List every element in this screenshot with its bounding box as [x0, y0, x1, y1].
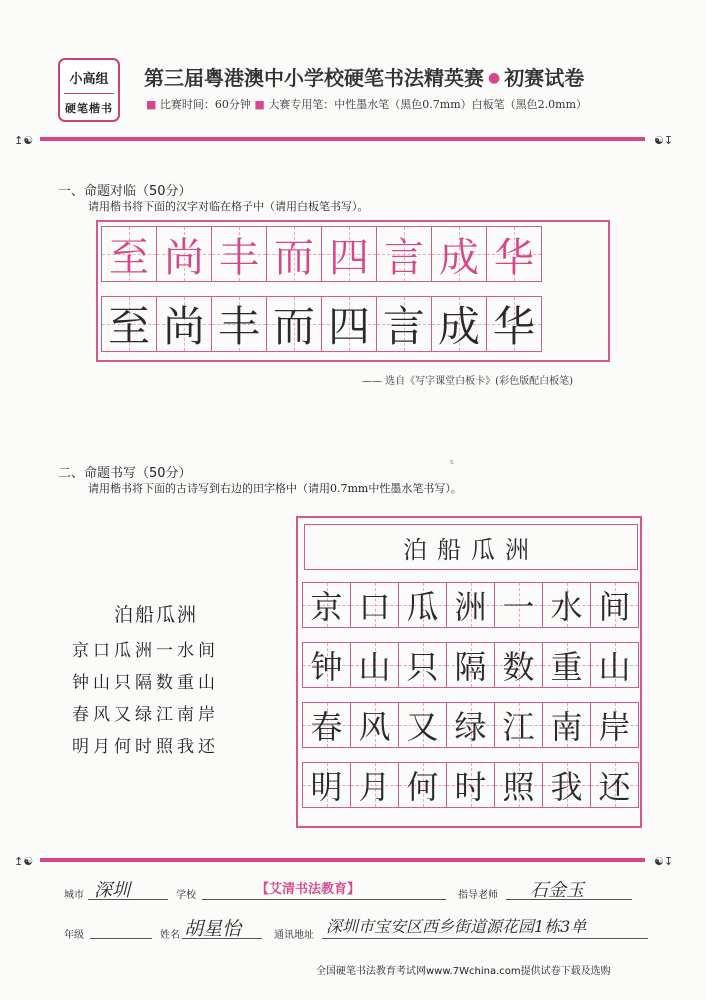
page-mark: s: [450, 458, 454, 466]
footer-note: 全国硬笔书法教育考试网www.7Wchina.com提供试卷下载及选购: [316, 966, 611, 977]
writing-cell[interactable]: [486, 296, 542, 352]
model-char-cell: [486, 226, 542, 282]
model-char-cell: [321, 226, 377, 282]
model-char: 至: [109, 234, 149, 281]
written-char: 瓜: [406, 588, 439, 626]
written-char: 绿: [454, 708, 487, 746]
writing-cell[interactable]: [350, 762, 399, 808]
written-char: 春: [310, 708, 343, 746]
name-label: 姓名: [160, 930, 180, 941]
model-char: 而: [274, 234, 314, 281]
written-char: 丰: [217, 302, 260, 351]
writing-cell[interactable]: [350, 642, 399, 688]
writing-cell[interactable]: [302, 702, 351, 748]
writing-cell[interactable]: [350, 582, 399, 628]
written-char: 成: [437, 302, 480, 351]
school-field[interactable]: 【艾清书法教育】: [256, 882, 361, 897]
writing-cell[interactable]: [211, 296, 267, 352]
model-char: 言: [384, 234, 424, 281]
written-char: 照: [502, 768, 535, 806]
grade-label: 年级: [64, 930, 84, 941]
written-char: 时: [454, 768, 487, 806]
writing-cell[interactable]: [156, 296, 212, 352]
model-char-cell: [266, 226, 322, 282]
writing-cell[interactable]: [398, 702, 447, 748]
poem-line: 京口瓜洲一水间: [72, 641, 219, 661]
poem-title-box[interactable]: [304, 524, 638, 570]
badge-script-label: 硬笔楷书: [65, 102, 113, 115]
written-char: 一: [502, 588, 535, 626]
written-char: 我: [550, 768, 583, 806]
written-char: 而: [272, 302, 315, 351]
school-line: [202, 899, 446, 900]
section2-heading: 二、命题书写（50分）: [58, 466, 192, 481]
writing-cell[interactable]: [494, 702, 543, 748]
exam-pens: 大赛专用笔：中性墨水笔（黑色0.7mm）白板笔（黑色2.0mm）: [268, 98, 588, 111]
writing-cell[interactable]: [590, 702, 639, 748]
model-char-cell: [431, 226, 487, 282]
title-suffix: 初赛试卷: [504, 66, 585, 90]
model-char-cell: [101, 226, 157, 282]
written-char: 间: [598, 588, 631, 626]
model-char: 华: [494, 234, 534, 281]
writing-cell[interactable]: [590, 642, 639, 688]
city-field[interactable]: 深圳: [94, 880, 130, 901]
grade-line: [90, 938, 152, 939]
writing-cell[interactable]: [542, 762, 591, 808]
teacher-label: 指导老师: [458, 890, 498, 901]
header-divider: [40, 137, 645, 141]
badge-group-label: 小高组: [69, 72, 109, 87]
written-char: 至: [107, 302, 150, 351]
written-char: 尚: [162, 302, 205, 351]
writing-cell[interactable]: [590, 582, 639, 628]
teacher-field[interactable]: 石金玉: [530, 880, 584, 901]
source-credit: —— 选自《写字课堂白板卡》(彩色版配白板笔): [362, 376, 573, 387]
poem-line: 春风又绿江南岸: [72, 705, 219, 725]
writing-cell[interactable]: [398, 642, 447, 688]
written-char: 隔: [454, 648, 487, 686]
writing-cell[interactable]: [321, 296, 377, 352]
written-char: 洲: [454, 588, 487, 626]
group-badge: [58, 58, 120, 122]
writing-cell[interactable]: [494, 582, 543, 628]
section2-instruction: 请用楷书将下面的古诗写到右边的田字格中（请用0.7mm中性墨水笔书写）。: [88, 482, 462, 495]
written-char: 只: [406, 648, 439, 686]
written-char: 江: [502, 708, 535, 746]
writing-cell[interactable]: [302, 762, 351, 808]
writing-cell[interactable]: [350, 702, 399, 748]
poem-grid-row: [302, 582, 638, 628]
writing-cell[interactable]: [302, 582, 351, 628]
written-char: 钟: [310, 648, 343, 686]
poem-grid-row: [302, 702, 638, 748]
right-ornament-icon: ☯↧: [654, 855, 674, 868]
written-char: 水: [550, 588, 583, 626]
left-ornament-icon: ↥☯: [14, 134, 34, 147]
bullet-icon: ■: [254, 98, 265, 111]
poem-line: 钟山只隔数重山: [72, 673, 219, 693]
written-char: 四: [327, 302, 370, 351]
exam-time: 比赛时间：60分钟: [159, 98, 251, 111]
written-char: 言: [382, 302, 425, 351]
poem-grid-row: [302, 642, 638, 688]
written-char: 京: [310, 588, 343, 626]
written-char: 数: [502, 648, 535, 686]
writing-cell[interactable]: [398, 762, 447, 808]
poem-line: 明月何时照我还: [72, 737, 219, 757]
written-char-row: [101, 296, 541, 352]
writing-cell[interactable]: [446, 702, 495, 748]
writing-cell[interactable]: [446, 582, 495, 628]
written-char: 口: [358, 588, 391, 626]
poem-title: 泊船瓜洲: [114, 604, 199, 626]
city-label: 城市: [64, 890, 84, 901]
title-dot-icon: ●: [488, 70, 501, 86]
model-char: 成: [439, 234, 479, 281]
written-char: 月: [358, 768, 391, 806]
written-char: 明: [310, 768, 343, 806]
writing-cell[interactable]: [446, 642, 495, 688]
school-label: 学校: [176, 890, 196, 901]
writing-cell[interactable]: [431, 296, 487, 352]
model-char-cell: [156, 226, 212, 282]
address-label: 通讯地址: [274, 930, 314, 941]
writing-cell[interactable]: [302, 642, 351, 688]
left-ornament-icon: ↥☯: [14, 855, 34, 868]
written-char: 南: [550, 708, 583, 746]
model-char: 四: [329, 234, 369, 281]
written-char: 山: [358, 648, 391, 686]
name-field[interactable]: 胡星怡: [184, 918, 242, 940]
model-char-cell: [211, 226, 267, 282]
section1-heading: 一、命题对临（50分）: [58, 184, 192, 199]
written-char: 山: [598, 648, 631, 686]
writing-cell[interactable]: [542, 582, 591, 628]
writing-cell[interactable]: [542, 702, 591, 748]
model-char-cell: [376, 226, 432, 282]
writing-cell[interactable]: [398, 582, 447, 628]
written-char: 风: [358, 708, 391, 746]
writing-cell[interactable]: [590, 762, 639, 808]
model-char: 丰: [219, 234, 259, 281]
written-char: 重: [550, 648, 583, 686]
written-char: 还: [598, 768, 631, 806]
writing-cell[interactable]: [494, 642, 543, 688]
section1-instruction: 请用楷书将下面的汉字对临在格子中（请用白板笔书写）。: [88, 200, 369, 213]
writing-cell[interactable]: [101, 296, 157, 352]
right-ornament-icon: ☯↧: [654, 134, 674, 147]
bullet-icon: ■: [146, 98, 157, 111]
writing-cell[interactable]: [266, 296, 322, 352]
address-line: [322, 938, 648, 939]
footer-divider: [40, 858, 645, 862]
writing-cell[interactable]: [542, 642, 591, 688]
written-char: 又: [406, 708, 439, 746]
page-title: [144, 62, 584, 91]
writing-cell[interactable]: [376, 296, 432, 352]
written-char: 何: [406, 768, 439, 806]
model-char: 尚: [164, 234, 204, 281]
written-char: 岸: [598, 708, 631, 746]
written-poem-title: 泊船瓜洲: [403, 535, 539, 564]
address-field[interactable]: 深圳市宝安区西乡街道源花园1栋3单: [326, 917, 587, 936]
title-main: 第三届粤港澳中小学校硬笔书法精英赛: [144, 66, 484, 90]
poem-grid-row: [302, 762, 638, 808]
exam-info: [146, 96, 587, 112]
model-char-row: [101, 226, 541, 282]
writing-cell[interactable]: [446, 762, 495, 808]
written-char: 华: [492, 302, 535, 351]
writing-cell[interactable]: [494, 762, 543, 808]
